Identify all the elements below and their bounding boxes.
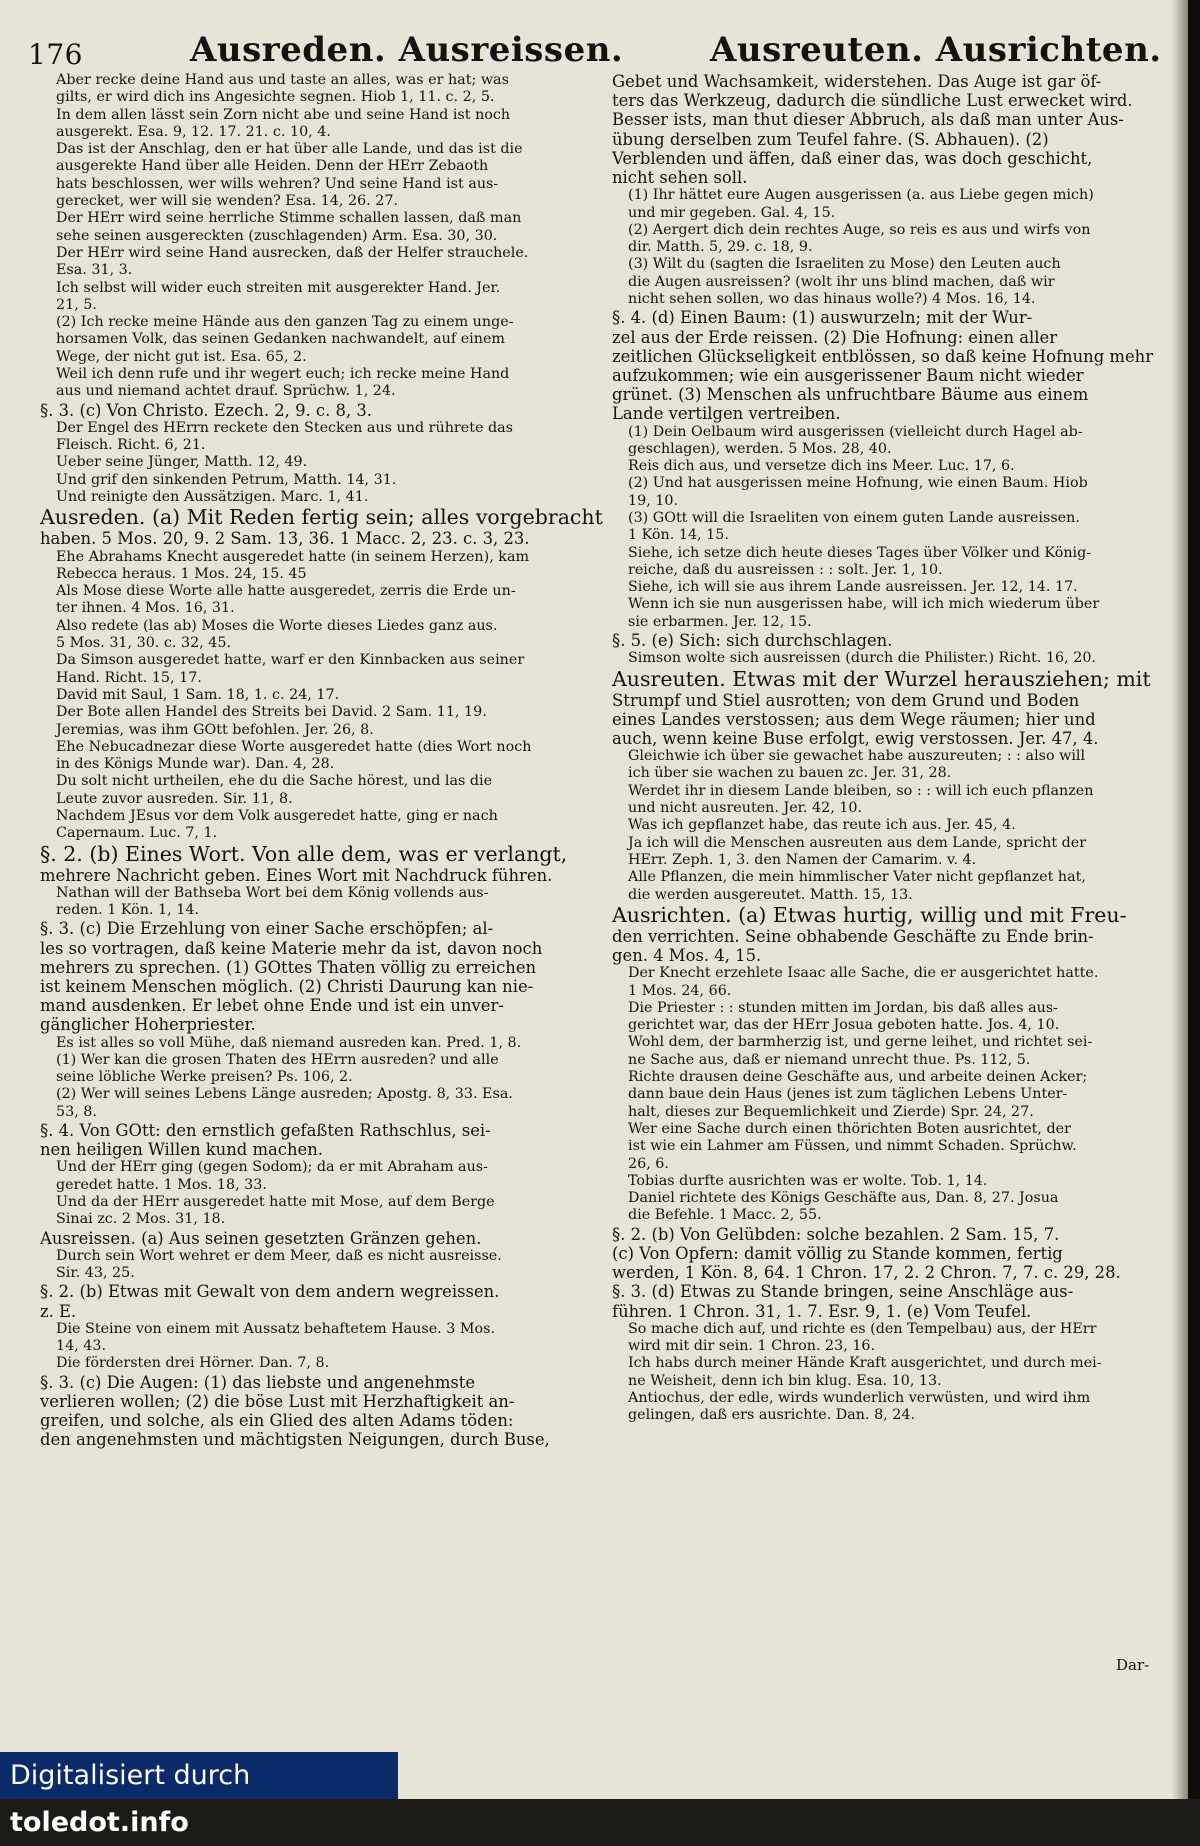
text-line: Sinai zc. 2 Mos. 31, 18. bbox=[56, 1211, 226, 1228]
text-line: dir. Matth. 5, 29. c. 18, 9. bbox=[628, 239, 813, 256]
text-line: Nathan will der Bathseba Wort bei dem König vollends aus- bbox=[56, 884, 489, 901]
text-line: Rebecca heraus. 1 Mos. 24, 15. 45 bbox=[56, 565, 307, 582]
text-line: Strumpf und Stiel ausrotten; von dem Grund und Boden bbox=[612, 690, 1080, 710]
text-line: Richte drausen deine Geschäfte aus, und arbeite deinen Acker; bbox=[628, 1069, 1088, 1086]
text-line: Als Mose diese Worte alle hatte ausgeredet, zerris die Erde un- bbox=[56, 583, 516, 600]
text-line: Gleichwie ich über sie gewachet habe auszureuten; : : also will bbox=[628, 748, 1086, 765]
text-line: Nachdem JEsus vor dem Volk ausgeredet hatte, ging er nach bbox=[56, 807, 498, 824]
text-line: sehe seinen ausgereckten (zuschlagenden) Arm. Esa. 30, 30. bbox=[56, 227, 498, 244]
text-line: übung derselben zum Teufel fahre. (S. Abhauen). (2) bbox=[612, 129, 1049, 149]
text-line: die werden ausgereutet. Matth. 15, 13. bbox=[628, 886, 913, 903]
text-line: Hand. Richt. 15, 17. bbox=[56, 669, 202, 686]
text-line: Siehe, ich setze dich heute dieses Tages über Völker und König- bbox=[628, 544, 1092, 561]
text-line: aus und niemand achtet drauf. Sprüchw. 1, 24. bbox=[56, 383, 396, 400]
text-line: Besser ists, man thut dieser Abbruch, als daß man unter Aus- bbox=[612, 110, 1124, 130]
text-line: 21, 5. bbox=[56, 296, 97, 313]
text-line: 19, 10. bbox=[628, 492, 679, 509]
text-line: Ich selbst will wider euch streiten mit ausgerekter Hand. Jer. bbox=[56, 279, 501, 296]
text-line: mehrere Nachricht geben. Eines Wort mit Nachdruck führen. bbox=[40, 865, 553, 885]
text-line: (1) Wer kan die grosen Thaten des HErrn ausreden? und alle bbox=[56, 1051, 499, 1068]
text-line: wird mit dir sein. 1 Chron. 23, 16. bbox=[628, 1338, 876, 1355]
text-line: Und der HErr ging (gegen Sodom); da er mit Abraham aus- bbox=[56, 1159, 488, 1176]
text-line: den angenehmsten und mächtigsten Neigungen, durch Buse, bbox=[40, 1430, 550, 1450]
text-line: Gebet und Wachsamkeit, widerstehen. Das Auge ist gar öf- bbox=[612, 72, 1102, 91]
text-line: dann baue dein Haus (jenes ist zum täglichen Lebens Unter- bbox=[628, 1086, 1068, 1103]
text-line: Ehe Nebucadnezar diese Worte ausgeredet hatte (dies Wort noch bbox=[56, 738, 532, 755]
text-line: §. 3. (c) Die Erzehlung von einer Sache erschöpfen; al- bbox=[40, 919, 494, 939]
text-line: ausgerekt. Esa. 9, 12. 17. 21. c. 10, 4. bbox=[56, 123, 331, 140]
text-line: §. 2. (b) Von Gelübden: solche bezahlen. 2 Sam. 15, 7. bbox=[612, 1224, 1060, 1244]
text-line: Der HErr wird seine herrliche Stimme schallen lassen, daß man bbox=[56, 210, 522, 227]
text-line: (1) Dein Oelbaum wird ausgerissen (vielleicht durch Hagel ab- bbox=[628, 423, 1083, 440]
text-line: Ausreuten. Etwas mit der Wurzel herausziehen; mit bbox=[612, 666, 1151, 691]
text-line: 14, 43. bbox=[56, 1338, 107, 1355]
text-line: (3) GOtt will die Israeliten von einem guten Lande ausreissen. bbox=[628, 510, 1080, 526]
right-column bbox=[612, 72, 1172, 1425]
text-line: gänglicher Hoherpriester. bbox=[40, 1015, 256, 1035]
text-line: seine löbliche Werke preisen? Ps. 106, 2. bbox=[56, 1069, 353, 1086]
text-line: ist keinem Menschen möglich. (2) Christi Daurung kan nie- bbox=[40, 976, 534, 996]
text-line: Wenn ich sie nun ausgerissen habe, will ich mich wiederum über bbox=[628, 596, 1100, 613]
scan-edge bbox=[1188, 0, 1200, 1799]
text-line: ich über sie wachen zu bauen zc. Jer. 31, 28. bbox=[628, 765, 952, 782]
text-line: In dem allen lässt sein Zorn nicht abe und seine Hand ist noch bbox=[56, 106, 511, 123]
text-line: §. 3. (c) Die Augen: (1) das liebste und angenehmste bbox=[40, 1372, 476, 1392]
text-line: die Augen ausreissen? (wolt ihr uns blind machen, daß wir bbox=[628, 273, 1055, 290]
text-line: Ausreden. (a) Mit Reden fertig sein; alles vorgebracht bbox=[40, 505, 603, 530]
text-line: sie erbarmen. Jer. 12, 15. bbox=[628, 613, 812, 630]
text-line: Die fördersten drei Hörner. Dan. 7, 8. bbox=[56, 1355, 330, 1372]
text-line: gerecket, wer will sie wenden? Esa. 14, 26. 27. bbox=[56, 193, 398, 210]
text-line: Aber recke deine Hand aus und taste an alles, was er hat; was bbox=[56, 72, 509, 88]
running-head-left: Ausreden. Ausreissen. bbox=[190, 30, 624, 70]
text-line: (2) Aergert dich dein rechtes Auge, so reis es aus und wirfs von bbox=[628, 221, 1091, 238]
text-line: den verrichten. Seine obhabende Geschäfte zu Ende brin- bbox=[612, 926, 1094, 946]
text-line: zel aus der Erde reissen. (2) Die Hofnung: einen aller bbox=[612, 327, 1058, 347]
text-line: mand ausdenken. Er lebet ohne Ende und ist ein unver- bbox=[40, 996, 504, 1016]
text-line: gerichtet war, das der HErr Josua geboten hatte. Jos. 4, 10. bbox=[628, 1017, 1060, 1034]
text-line: ne Sache aus, daß er niemand unrecht thue. Ps. 112, 5. bbox=[628, 1051, 1031, 1068]
text-line: Der Bote allen Handel des Streits bei David. 2 Sam. 11, 19. bbox=[56, 704, 487, 721]
text-line: §. 3. (d) Etwas zu Stande bringen, seine Anschläge aus- bbox=[612, 1282, 1074, 1302]
text-line: Reis dich aus, und versetze dich ins Meer. Luc. 17, 6. bbox=[628, 458, 1015, 475]
text-line: Was ich gepflanzet habe, das reute ich aus. Jer. 45, 4. bbox=[628, 817, 1016, 834]
text-line: 1 Kön. 14, 15. bbox=[628, 527, 729, 544]
text-line: Esa. 31, 3. bbox=[56, 262, 133, 279]
text-line: auch, wenn keine Buse erfolgt, ewig verstossen. Jer. 47, 4. bbox=[612, 728, 1099, 748]
text-line: grünet. (3) Menschen als unfruchtbare Bäume aus einem bbox=[612, 385, 1089, 405]
text-line: Ueber seine Jünger, Matth. 12, 49. bbox=[56, 454, 308, 471]
text-line: Die Priester : : stunden mitten im Jordan, bis daß alles aus- bbox=[628, 999, 1058, 1016]
text-line: ist wie ein Lahmer am Füssen, und nimmt Schaden. Sprüchw. bbox=[628, 1138, 1077, 1155]
text-line: werden, 1 Kön. 8, 64. 1 Chron. 17, 2. 2 Chron. 7, 7. c. 29, 28. bbox=[612, 1263, 1121, 1283]
text-line: Verblenden und äffen, daß einer das, was doch geschicht, bbox=[612, 148, 1093, 168]
text-line: hats beschlossen, wer wills wehren? Und seine Hand ist aus- bbox=[56, 175, 499, 192]
text-line: Lande vertilgen vertreiben. bbox=[612, 404, 841, 424]
text-line: haben. 5 Mos. 20, 9. 2 Sam. 13, 36. 1 Macc. 2, 23. c. 3, 23. bbox=[40, 529, 530, 549]
text-line: (1) Ihr hättet eure Augen ausgerissen (a. aus Liebe gegen mich) bbox=[628, 187, 1094, 204]
text-line: 26, 6. bbox=[628, 1155, 669, 1172]
text-line: und mir gegeben. Gal. 4, 15. bbox=[628, 204, 836, 221]
text-line: Durch sein Wort wehret er dem Meer, daß es nicht ausreisse. bbox=[56, 1247, 502, 1264]
text-line: Capernaum. Luc. 7, 1. bbox=[56, 825, 218, 842]
text-line: Simson wolte sich ausreissen (durch die Philister.) Richt. 16, 20. bbox=[628, 650, 1096, 667]
text-line: Alle Pflanzen, die mein himmlischer Vater nicht gepflanzet hat, bbox=[628, 869, 1086, 886]
text-line: nicht sehen soll. bbox=[612, 168, 748, 188]
text-line: gen. 4 Mos. 4, 15. bbox=[612, 946, 762, 966]
text-line: (2) Und hat ausgerissen meine Hofnung, wie einen Baum. Hiob bbox=[628, 475, 1088, 492]
catchword: Dar- bbox=[1116, 1656, 1150, 1674]
text-line: Der Engel des HErrn reckete den Stecken aus und rührete das bbox=[56, 419, 513, 436]
left-column bbox=[40, 72, 603, 1450]
text-line: (2) Wer will seines Lebens Länge ausreden; Apostg. 8, 33. Esa. bbox=[56, 1086, 513, 1103]
text-line: Werdet ihr in diesem Lande bleiben, so : : will ich euch pflanzen bbox=[628, 782, 1094, 799]
text-line: die Befehle. 1 Macc. 2, 55. bbox=[628, 1207, 822, 1224]
text-line: §. 5. (e) Sich: sich durchschlagen. bbox=[612, 631, 893, 651]
text-line: ter ihnen. 4 Mos. 16, 31. bbox=[56, 600, 235, 617]
watermark-prefix: Digitalisiert durch bbox=[10, 1760, 251, 1791]
text-line: führen. 1 Chron. 31, 1. 7. Esr. 9, 1. (e) Vom Teufel. bbox=[612, 1301, 1032, 1321]
text-line: (2) Ich recke meine Hände aus den ganzen Tag zu einem unge- bbox=[56, 314, 514, 331]
text-line: gelingen, daß ers ausrichte. Dan. 8, 24. bbox=[628, 1407, 916, 1424]
text-line: z. E. bbox=[40, 1301, 77, 1321]
text-line: Der Knecht erzehlete Isaac alle Sache, die er ausgerichtet hatte. bbox=[628, 965, 1099, 982]
text-line: So mache dich auf, und richte es (den Tempelbau) aus, der HErr bbox=[628, 1320, 1097, 1337]
running-head-right: Ausreuten. Ausrichten. bbox=[710, 30, 1162, 70]
text-line: Siehe, ich will sie aus ihrem Lande ausreissen. Jer. 12, 14. 17. bbox=[628, 579, 1078, 596]
text-line: Sir. 43, 25. bbox=[56, 1265, 135, 1282]
text-line: Wege, der nicht gut ist. Esa. 65, 2. bbox=[56, 348, 307, 365]
text-line: (c) Von Opfern: damit völlig zu Stande kommen, fertig bbox=[612, 1243, 1063, 1263]
text-line: Also redete (las ab) Moses die Worte dieses Liedes ganz aus. bbox=[56, 617, 498, 634]
text-line: eines Landes verstossen; aus dem Wege räumen; hier und bbox=[612, 709, 1096, 729]
text-line: Ausrichten. (a) Etwas hurtig, willig und mit Freu- bbox=[612, 902, 1127, 927]
text-line: geredet hatte. 1 Mos. 18, 33. bbox=[56, 1176, 267, 1193]
text-line: Wohl dem, der barmherzig ist, und gerne leihet, und richtet sei- bbox=[628, 1034, 1093, 1051]
text-line: Wer eine Sache durch einen thörichten Boten ausrichtet, der bbox=[628, 1120, 1071, 1137]
text-line: Und grif den sinkenden Petrum, Matth. 14, 31. bbox=[56, 471, 397, 488]
text-line: §. 2. (b) Etwas mit Gewalt von dem andern wegreissen. bbox=[40, 1282, 500, 1302]
text-line: Ich habs durch meiner Hände Kraft ausgerichtet, und durch mei- bbox=[628, 1355, 1102, 1372]
text-line: Weil ich denn rufe und ihr wegert euch; ich recke meine Hand bbox=[56, 366, 510, 383]
text-line: 5 Mos. 31, 30. c. 32, 45. bbox=[56, 635, 231, 652]
text-line: Fleisch. Richt. 6, 21. bbox=[56, 437, 206, 454]
text-line: Jeremias, was ihm GOtt befohlen. Jer. 26, 8. bbox=[56, 721, 374, 738]
text-line: §. 3. (c) Von Christo. Ezech. 2, 9. c. 8, 3. bbox=[40, 400, 373, 420]
text-line: 1 Mos. 24, 66. bbox=[628, 982, 732, 999]
text-line: nen heiligen Willen kund machen. bbox=[40, 1140, 323, 1160]
digitization-watermark[interactable] bbox=[0, 1752, 398, 1838]
text-line: Und da der HErr ausgeredet hatte mit Mose, auf dem Berge bbox=[56, 1194, 495, 1211]
text-line: Ja ich will die Menschen ausreuten aus dem Lande, spricht der bbox=[628, 834, 1087, 851]
watermark-brand: toledot.info bbox=[10, 1807, 189, 1838]
text-line: reden. 1 Kön. 1, 14. bbox=[56, 902, 199, 919]
text-line: Ehe Abrahams Knecht ausgeredet hatte (in seinem Herzen), kam bbox=[56, 548, 530, 565]
text-line: Da Simson ausgeredet hatte, warf er den Kinnbacken aus seiner bbox=[56, 652, 525, 669]
text-line: Das ist der Anschlag, den er hat über alle Lande, und das ist die bbox=[56, 141, 523, 158]
text-line: geschlagen), werden. 5 Mos. 28, 40. bbox=[628, 440, 892, 457]
text-line: Die Steine von einem mit Aussatz behaftetem Hause. 3 Mos. bbox=[56, 1320, 496, 1337]
page-number: 176 bbox=[28, 38, 83, 71]
text-line: Tobias durfte ausrichten was er wolte. Tob. 1, 14. bbox=[628, 1172, 988, 1189]
text-line: David mit Saul, 1 Sam. 18, 1. c. 24, 17. bbox=[56, 686, 340, 703]
text-line: reiche, daß du ausreissen : : solt. Jer. 1, 10. bbox=[628, 561, 943, 578]
text-line: Ausreissen. (a) Aus seinen gesetzten Gränzen gehen. bbox=[40, 1228, 482, 1248]
text-line: Antiochus, der edle, wirds wunderlich verwüsten, und wird ihm bbox=[628, 1389, 1091, 1406]
text-line: §. 4. Von GOtt: den ernstlich gefaßten Rathschlus, sei- bbox=[40, 1121, 491, 1141]
text-line: ne Weisheit, denn ich bin klug. Esa. 10, 13. bbox=[628, 1372, 942, 1389]
text-line: greifen, und solche, als ein Glied des alten Adams töden: bbox=[40, 1411, 514, 1431]
text-line: §. 2. (b) Eines Wort. Von alle dem, was er verlangt, bbox=[40, 841, 568, 866]
text-line: ausgerekte Hand über alle Heiden. Denn der HErr Zebaoth bbox=[56, 158, 489, 175]
text-line: zeitlichen Glückseligkeit entblössen, so daß keine Hofnung mehr bbox=[612, 346, 1154, 366]
text-line: Es ist alles so voll Mühe, daß niemand ausreden kan. Pred. 1, 8. bbox=[56, 1034, 522, 1051]
text-line: Leute zuvor ausreden. Sir. 11, 8. bbox=[56, 790, 293, 807]
text-line: in des Königs Munde war). Dan. 4, 28. bbox=[56, 756, 335, 773]
text-line: halt, dieses zur Bequemlichkeit und Zierde) Spr. 24, 27. bbox=[628, 1103, 1034, 1120]
text-line: Der HErr wird seine Hand ausrecken, daß der Helfer strauchele. bbox=[56, 244, 529, 261]
text-line: 53, 8. bbox=[56, 1103, 97, 1120]
text-line: HErr. Zeph. 1, 3. den Namen der Camarim. v. 4. bbox=[628, 851, 977, 868]
text-line: horsamen Volk, das seinen Gedanken nachwandelt, auf einem bbox=[56, 331, 505, 348]
text-line: Du solt nicht urtheilen, ehe du die Sache hörest, und las die bbox=[56, 773, 493, 790]
text-line: nicht sehen sollen, wo das hinaus wolle?) 4 Mos. 16, 14. bbox=[628, 291, 1036, 307]
text-line: und nicht ausreuten. Jer. 42, 10. bbox=[628, 800, 863, 817]
text-line: aufzukommen; wie ein ausgerissener Baum nicht wieder bbox=[612, 365, 1084, 385]
text-line: les so vortragen, daß keine Materie mehr da ist, davon noch bbox=[40, 938, 543, 958]
text-line: ters das Werkzeug, dadurch die sündliche Lust erwecket wird. bbox=[612, 91, 1133, 111]
text-line: §. 4. (d) Einen Baum: (1) auswurzeln; mit der Wur- bbox=[612, 308, 1033, 328]
text-line: (3) Wilt du (sagten die Israeliten zu Mose) den Leuten auch bbox=[628, 256, 1061, 273]
text-line: Daniel richtete des Königs Geschäfte aus, Dan. 8, 27. Josua bbox=[628, 1190, 1059, 1207]
text-line: mehrers zu sprechen. (1) GOttes Thaten völlig zu erreichen bbox=[40, 957, 537, 977]
text-line: verlieren wollen; (2) die böse Lust mit Herzhaftigkeit an- bbox=[40, 1391, 515, 1411]
text-line: Und reinigte den Aussätzigen. Marc. 1, 41. bbox=[56, 489, 369, 506]
text-line: gilts, er wird dich ins Angesichte segnen. Hiob 1, 11. c. 2, 5. bbox=[56, 89, 495, 106]
